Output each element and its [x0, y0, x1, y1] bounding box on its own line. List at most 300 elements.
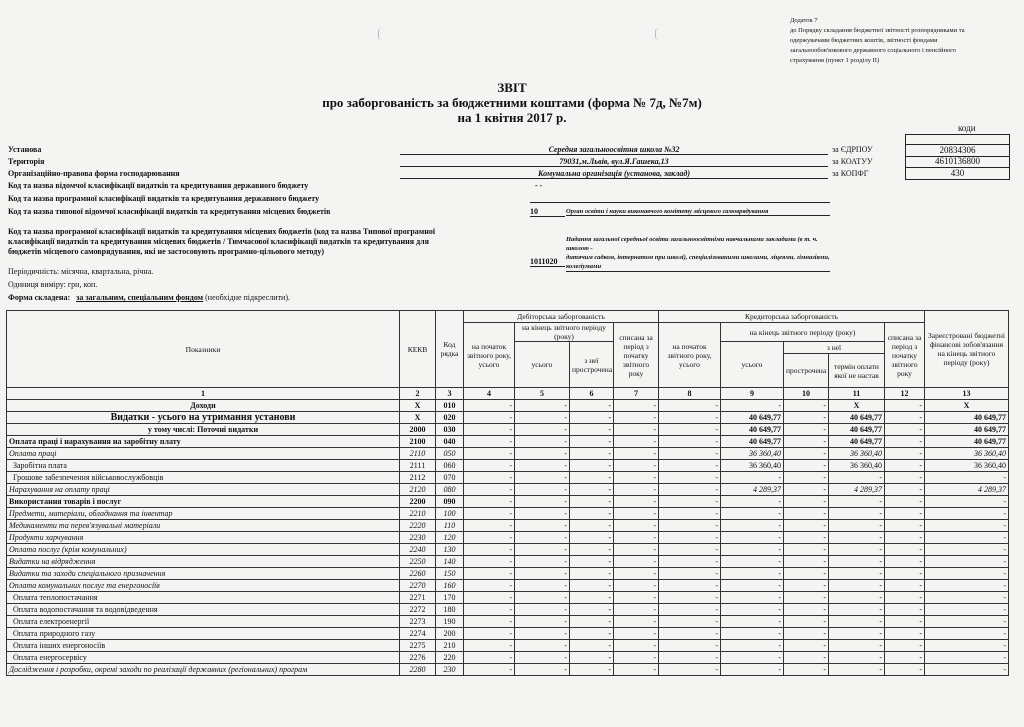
row-value-c4: - — [464, 604, 515, 616]
row-value-c13: - — [925, 568, 1009, 580]
row-value-c4: - — [464, 544, 515, 556]
row-value-c4: - — [464, 520, 515, 532]
row-kekv: 2274 — [400, 628, 436, 640]
row-value-c6: - — [570, 640, 614, 652]
row-value-c9: - — [721, 592, 784, 604]
column-number-row — [7, 388, 1009, 400]
row-value-c12: - — [885, 616, 925, 628]
row-value-c8: - — [659, 640, 721, 652]
row-value-c11: - — [829, 568, 885, 580]
row-value-c12: - — [885, 460, 925, 472]
row-kekv: 2110 — [400, 448, 436, 460]
row-value-c12: - — [885, 652, 925, 664]
table-row — [7, 436, 1009, 448]
row-value-c7: - — [614, 568, 659, 580]
row-value-c7: - — [614, 592, 659, 604]
row-value-c11: - — [829, 496, 885, 508]
form-made-label: Форма складена: — [8, 293, 71, 302]
row-value-c10: - — [784, 604, 829, 616]
row-name: Оплата праці і нарахування на заробітну плату — [7, 436, 400, 448]
row-name: Нарахування на оплату праці — [7, 484, 400, 496]
row-value-c12: - — [885, 472, 925, 484]
row-code: 220 — [436, 652, 464, 664]
row-kekv: 2111 — [400, 460, 436, 472]
row-value-c6: - — [570, 616, 614, 628]
row-value-c4: - — [464, 568, 515, 580]
row-value-c9: - — [721, 664, 784, 676]
form-made-note: (необхідне підкреслити). — [205, 293, 291, 302]
row-value-c8: - — [659, 532, 721, 544]
row-name: Оплата природного газу — [7, 628, 400, 640]
row-value-c9: - — [721, 508, 784, 520]
row-value-c6: - — [570, 424, 614, 436]
row-code: 130 — [436, 544, 464, 556]
row-value-c13: - — [925, 640, 1009, 652]
table-row — [7, 628, 1009, 640]
row-name: Оплата комунальних послуг та енергоносіїв — [7, 580, 400, 592]
col-debit-header: Дебіторська заборгованість — [464, 311, 659, 323]
row-value-c8: - — [659, 592, 721, 604]
row-value-c11: - — [829, 592, 885, 604]
row-value-c8: - — [659, 616, 721, 628]
debit-total-header: усього — [515, 342, 570, 388]
row-value-c9: - — [721, 544, 784, 556]
row-value-c10: - — [784, 412, 829, 424]
row-value-c12: - — [885, 412, 925, 424]
row-value-c5: - — [515, 568, 570, 580]
row-name: Оплата послуг (крім комунальних) — [7, 544, 400, 556]
row-kekv: 2280 — [400, 664, 436, 676]
form-made-line — [8, 293, 290, 302]
row-value-c13: 40 649,77 — [925, 424, 1009, 436]
row-code: 030 — [436, 424, 464, 436]
row-value-c7: - — [614, 640, 659, 652]
org-form-label: Організаційно-правова форма господарювання — [8, 169, 180, 178]
territory-value: 79031,м.Львів, вул.Я.Гашека,13 — [400, 157, 828, 167]
row-value-c7: - — [614, 472, 659, 484]
row-kekv: 2112 — [400, 472, 436, 484]
row-name: Оплата теплопостачання — [7, 592, 400, 604]
row-value-c6: - — [570, 532, 614, 544]
row-name: Доходи — [7, 400, 400, 412]
unit-text: Одиниця виміру: грн, коп. — [8, 280, 98, 289]
row-value-c4: - — [464, 496, 515, 508]
row-value-c7: - — [614, 508, 659, 520]
row-value-c5: - — [515, 400, 570, 412]
table-row — [7, 664, 1009, 676]
row-value-c8: - — [659, 472, 721, 484]
row-name: Дослідження і розробки, окремі заходи по реалізації державних (регіональних) програм — [7, 664, 400, 676]
row-value-c6: - — [570, 604, 614, 616]
row-value-c9: 36 360,40 — [721, 460, 784, 472]
row-name: Видатки на відрядження — [7, 556, 400, 568]
row-value-c8: - — [659, 652, 721, 664]
periodicity-text: Періодичність: місячна, квартальна, річна. — [8, 267, 154, 276]
report-date: на 1 квітня 2017 р. — [457, 110, 567, 125]
local-class-value — [566, 235, 830, 272]
credit-writeoff-header: списана за період з початку звітного року — [885, 323, 925, 388]
dept-class-label: Код та назва відомчої класифікації видатків та кредитування державного бюджету — [8, 181, 309, 190]
row-kekv: 2200 — [400, 496, 436, 508]
row-code: 110 — [436, 520, 464, 532]
row-value-c10: - — [784, 484, 829, 496]
row-value-c5: - — [515, 424, 570, 436]
row-value-c7: - — [614, 628, 659, 640]
row-value-c9: - — [721, 400, 784, 412]
row-code: 190 — [436, 616, 464, 628]
table-row — [7, 472, 1009, 484]
row-value-c4: - — [464, 412, 515, 424]
row-value-c4: - — [464, 448, 515, 460]
row-value-c5: - — [515, 436, 570, 448]
row-code: 210 — [436, 640, 464, 652]
col-indicators-header: Показники — [7, 311, 400, 388]
local-class-label-3: бюджетів місцевого самоврядування, які не застосовують програмно-цільового методу) — [8, 247, 325, 256]
note-line: одержувачами бюджетних коштів, звітності фондами — [790, 37, 938, 44]
row-value-c12: - — [885, 448, 925, 460]
row-value-c11: 4 289,37 — [829, 484, 885, 496]
row-value-c13: - — [925, 592, 1009, 604]
row-value-c9: 36 360,40 — [721, 448, 784, 460]
row-value-c9: - — [721, 640, 784, 652]
row-value-c5: - — [515, 628, 570, 640]
row-value-c8: - — [659, 628, 721, 640]
row-value-c9: 4 289,37 — [721, 484, 784, 496]
row-kekv: 2220 — [400, 520, 436, 532]
row-value-c13: - — [925, 520, 1009, 532]
row-value-c10: - — [784, 580, 829, 592]
codes-label: коди — [958, 123, 976, 133]
local-class-value-line: Надання загальної середньої освіти загальноосвітніми навчальними закладами (в т. ч. школою - — [566, 236, 818, 252]
row-name: Видатки - усього на утримання установи — [7, 412, 400, 424]
row-value-c9: - — [721, 616, 784, 628]
debit-writeoff-header: списана за період з початку звітного року — [614, 323, 659, 388]
row-kekv: 2000 — [400, 424, 436, 436]
table-row — [7, 532, 1009, 544]
row-value-c12: - — [885, 424, 925, 436]
table-row — [7, 616, 1009, 628]
row-kekv: 2273 — [400, 616, 436, 628]
row-value-c11: - — [829, 616, 885, 628]
row-value-c11: - — [829, 604, 885, 616]
row-value-c13: - — [925, 604, 1009, 616]
row-value-c12: - — [885, 568, 925, 580]
table-row — [7, 556, 1009, 568]
debit-start-header: на початок звітного року, усього — [464, 323, 515, 388]
row-value-c10: - — [784, 472, 829, 484]
row-value-c12: - — [885, 544, 925, 556]
report-title: ЗВІТ — [497, 80, 527, 95]
row-value-c10: - — [784, 520, 829, 532]
row-value-c5: - — [515, 556, 570, 568]
row-value-c6: - — [570, 472, 614, 484]
row-value-c6: - — [570, 568, 614, 580]
row-value-c13: - — [925, 544, 1009, 556]
column-number: 8 — [659, 388, 721, 400]
row-value-c7: - — [614, 460, 659, 472]
row-value-c8: - — [659, 508, 721, 520]
row-value-c6: - — [570, 628, 614, 640]
row-value-c9: - — [721, 496, 784, 508]
row-value-c13: 40 649,77 — [925, 436, 1009, 448]
row-value-c5: - — [515, 448, 570, 460]
note-line: загальнообов'язкового державного соціального і пенсійного — [790, 47, 956, 54]
table-body — [7, 400, 1009, 676]
row-value-c4: - — [464, 532, 515, 544]
row-kekv: 2100 — [400, 436, 436, 448]
row-value-c4: - — [464, 484, 515, 496]
punch-hole-mark — [378, 28, 385, 40]
table-row — [7, 496, 1009, 508]
row-value-c6: - — [570, 412, 614, 424]
row-value-c9: - — [721, 532, 784, 544]
row-value-c4: - — [464, 664, 515, 676]
row-value-c6: - — [570, 436, 614, 448]
row-value-c5: - — [515, 580, 570, 592]
row-value-c4: - — [464, 592, 515, 604]
row-value-c8: - — [659, 400, 721, 412]
row-value-c8: - — [659, 604, 721, 616]
row-value-c13: - — [925, 652, 1009, 664]
row-code: 140 — [436, 556, 464, 568]
row-code: 100 — [436, 508, 464, 520]
row-value-c12: - — [885, 628, 925, 640]
row-code: 150 — [436, 568, 464, 580]
row-value-c13: - — [925, 628, 1009, 640]
row-value-c13: 36 360,40 — [925, 448, 1009, 460]
row-value-c9: - — [721, 556, 784, 568]
row-value-c8: - — [659, 412, 721, 424]
row-code: 090 — [436, 496, 464, 508]
row-value-c13: 40 649,77 — [925, 412, 1009, 424]
row-value-c6: - — [570, 448, 614, 460]
row-value-c12: - — [885, 640, 925, 652]
row-value-c12: - — [885, 580, 925, 592]
row-value-c11: 40 649,77 — [829, 436, 885, 448]
note-line: до Порядку складання бюджетної звітності розпорядниками та — [790, 27, 965, 34]
row-code: 170 — [436, 592, 464, 604]
row-value-c7: - — [614, 436, 659, 448]
row-value-c10: - — [784, 436, 829, 448]
local-class-label-1: Код та назва програмної класифікації видатків та кредитування місцевих бюджетів (код та назва Типової програмної — [8, 227, 436, 236]
row-code: 060 — [436, 460, 464, 472]
row-value-c11: 40 649,77 — [829, 424, 885, 436]
row-value-c12: - — [885, 664, 925, 676]
table-row — [7, 604, 1009, 616]
row-value-c11: 40 649,77 — [829, 412, 885, 424]
row-name: Оплата інших енергоносіїв — [7, 640, 400, 652]
row-kekv: 2270 — [400, 580, 436, 592]
row-value-c12: - — [885, 508, 925, 520]
row-value-c6: - — [570, 580, 614, 592]
row-value-c6: - — [570, 460, 614, 472]
row-value-c4: - — [464, 628, 515, 640]
row-value-c6: - — [570, 544, 614, 556]
row-value-c7: - — [614, 484, 659, 496]
table-row — [7, 640, 1009, 652]
row-value-c6: - — [570, 556, 614, 568]
row-name: Заробітна плата — [7, 460, 400, 472]
local-class-code: 1011020 — [530, 257, 565, 267]
local-class-value-line: колегіумами — [566, 262, 830, 272]
row-value-c8: - — [659, 520, 721, 532]
row-code: 050 — [436, 448, 464, 460]
row-value-c4: - — [464, 460, 515, 472]
row-value-c8: - — [659, 568, 721, 580]
row-value-c11: - — [829, 580, 885, 592]
local-class-value-line: дитячим садком, інтернатом при школі), спеціалізованими школами, ліцеями, гімназіями, — [566, 254, 830, 261]
row-value-c11: - — [829, 556, 885, 568]
row-value-c11: - — [829, 472, 885, 484]
row-value-c10: - — [784, 616, 829, 628]
row-value-c10: - — [784, 496, 829, 508]
table-row — [7, 568, 1009, 580]
row-value-c7: - — [614, 652, 659, 664]
column-number: 13 — [925, 388, 1009, 400]
row-value-c13: - — [925, 496, 1009, 508]
row-value-c9: - — [721, 580, 784, 592]
row-code: 020 — [436, 412, 464, 424]
row-value-c6: - — [570, 400, 614, 412]
col-registered-header: Зареєстровані бюджетні фінансові зобов'язання на кінець звітного періоду (року) — [925, 311, 1009, 388]
dept-class-value: - - — [535, 181, 543, 190]
row-value-c13: - — [925, 580, 1009, 592]
row-value-c10: - — [784, 448, 829, 460]
row-value-c6: - — [570, 484, 614, 496]
row-value-c8: - — [659, 544, 721, 556]
row-value-c10: - — [784, 508, 829, 520]
col-code-header: Код рядка — [436, 311, 464, 388]
row-value-c13: 36 360,40 — [925, 460, 1009, 472]
row-value-c10: - — [784, 556, 829, 568]
kopfg-code: 430 — [905, 168, 1010, 180]
row-name: Оплата водопостачання та водовідведення — [7, 604, 400, 616]
prog-class-label: Код та назва програмної класифікації видатків та кредитування державного бюджету — [8, 194, 320, 203]
table-row — [7, 580, 1009, 592]
row-kekv: X — [400, 412, 436, 424]
column-number: 10 — [784, 388, 829, 400]
row-value-c4: - — [464, 580, 515, 592]
row-value-c10: - — [784, 460, 829, 472]
row-value-c6: - — [570, 496, 614, 508]
row-value-c8: - — [659, 580, 721, 592]
row-value-c7: - — [614, 496, 659, 508]
row-value-c6: - — [570, 652, 614, 664]
row-value-c12: - — [885, 532, 925, 544]
row-value-c5: - — [515, 412, 570, 424]
debit-overdue-header: з неї прострочена — [570, 342, 614, 388]
column-number: 12 — [885, 388, 925, 400]
row-value-c4: - — [464, 472, 515, 484]
row-value-c7: - — [614, 532, 659, 544]
row-value-c5: - — [515, 616, 570, 628]
row-value-c5: - — [515, 520, 570, 532]
row-value-c8: - — [659, 496, 721, 508]
column-number: 11 — [829, 388, 885, 400]
row-value-c11: - — [829, 508, 885, 520]
row-value-c4: - — [464, 424, 515, 436]
row-kekv: 2276 — [400, 652, 436, 664]
row-value-c5: - — [515, 544, 570, 556]
row-value-c4: - — [464, 616, 515, 628]
form-made-value: за загальним, спеціальним фондом — [76, 293, 204, 302]
typical-class-label: Код та назва типової відомчої класифікації видатків та кредитування місцевих бюджетів — [8, 207, 331, 216]
column-number: 5 — [515, 388, 570, 400]
report-subtitle: про заборгованість за бюджетними коштами (форма № 7д, №7м) — [322, 95, 702, 110]
row-value-c12: - — [885, 484, 925, 496]
row-value-c8: - — [659, 556, 721, 568]
row-code: 070 — [436, 472, 464, 484]
row-value-c4: - — [464, 640, 515, 652]
row-value-c7: - — [614, 412, 659, 424]
row-value-c6: - — [570, 664, 614, 676]
credit-overdue-header: прострочена — [784, 354, 829, 388]
credit-not-due-header: термін оплати якої не настав — [829, 354, 885, 388]
row-value-c12: - — [885, 400, 925, 412]
row-value-c4: - — [464, 556, 515, 568]
row-value-c5: - — [515, 664, 570, 676]
row-value-c10: - — [784, 664, 829, 676]
table-row — [7, 520, 1009, 532]
row-name: Грошове забезпечення військовослужбовців — [7, 472, 400, 484]
row-value-c7: - — [614, 664, 659, 676]
note-line: Додаток 7 — [790, 17, 818, 24]
column-number: 9 — [721, 388, 784, 400]
row-kekv: 2275 — [400, 640, 436, 652]
row-value-c7: - — [614, 556, 659, 568]
column-number: 4 — [464, 388, 515, 400]
row-code: 080 — [436, 484, 464, 496]
debit-end-header: на кінець звітного періоду (року) — [515, 323, 614, 342]
table-row — [7, 508, 1009, 520]
row-kekv: 2120 — [400, 484, 436, 496]
note-line: страхування (пункт 1 розділу II) — [790, 57, 880, 64]
row-name: Продукти харчування — [7, 532, 400, 544]
row-name: у тому числі: Поточні видатки — [7, 424, 400, 436]
row-value-c12: - — [885, 556, 925, 568]
row-value-c13: 4 289,37 — [925, 484, 1009, 496]
row-value-c11: - — [829, 532, 885, 544]
row-value-c5: - — [515, 652, 570, 664]
row-value-c9: 40 649,77 — [721, 412, 784, 424]
row-code: 200 — [436, 628, 464, 640]
row-value-c7: - — [614, 616, 659, 628]
row-value-c8: - — [659, 664, 721, 676]
row-value-c5: - — [515, 472, 570, 484]
row-value-c9: - — [721, 604, 784, 616]
kopfg-label: за КОПФГ — [832, 169, 869, 178]
row-value-c4: - — [464, 436, 515, 448]
row-value-c11: - — [829, 652, 885, 664]
edrpou-code: 20834306 — [905, 144, 1010, 157]
row-value-c9: - — [721, 628, 784, 640]
credit-start-header: на початок звітного року, усього — [659, 323, 721, 388]
row-code: 230 — [436, 664, 464, 676]
row-name: Медикаменти та перев'язувальні матеріали — [7, 520, 400, 532]
row-value-c8: - — [659, 484, 721, 496]
row-value-c11: - — [829, 640, 885, 652]
row-value-c13: - — [925, 616, 1009, 628]
koatuu-label: за КОАТУУ — [832, 157, 873, 166]
row-value-c9: 40 649,77 — [721, 436, 784, 448]
row-value-c8: - — [659, 460, 721, 472]
edrpou-label: за ЄДРПОУ — [832, 145, 873, 154]
column-number: 1 — [7, 388, 400, 400]
row-name: Використання товарів і послуг — [7, 496, 400, 508]
row-value-c5: - — [515, 532, 570, 544]
koatuu-code: 4610136800 — [905, 156, 1010, 168]
header-row-1 — [7, 311, 1009, 323]
